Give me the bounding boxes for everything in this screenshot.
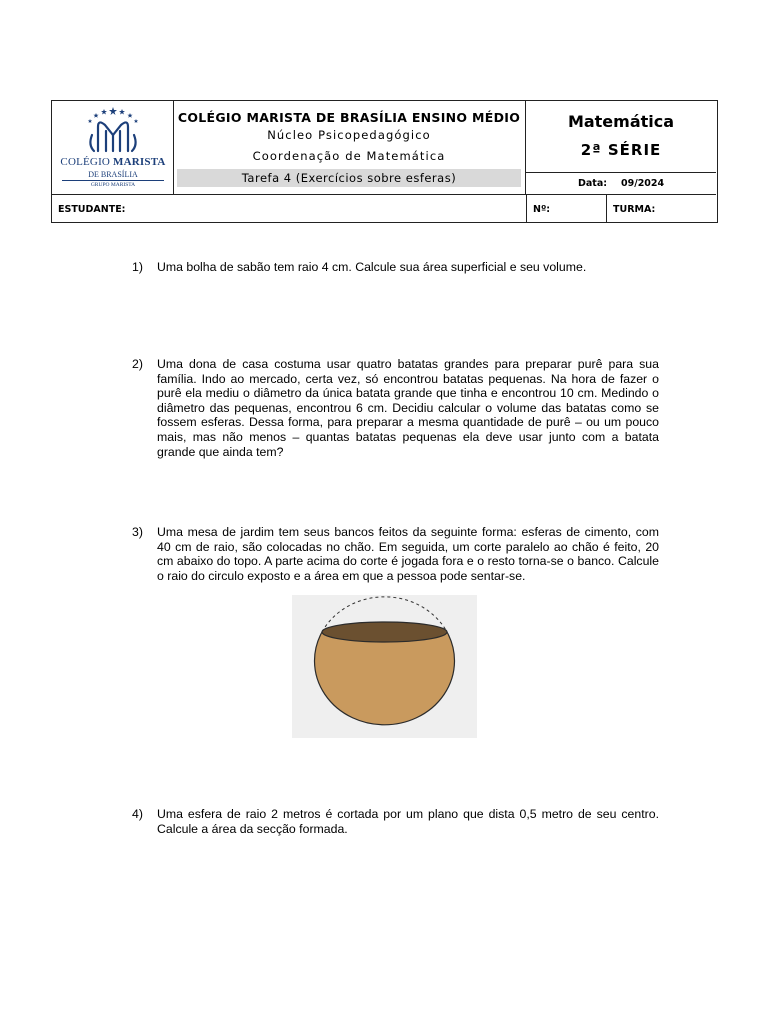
number-field bbox=[526, 195, 606, 222]
cut-sphere-figure bbox=[292, 595, 477, 738]
subject-name: Matemática bbox=[567, 112, 675, 131]
coordination-name: Coordenação de Matemática bbox=[252, 149, 446, 163]
question-text: Uma mesa de jardim tem seus bancos feitos da seguinte forma: esferas de cimento, com 40 cm de raio, são colocadas no chão. Em seguida, um corte paralelo ao chão é feito, 20 cm abaixo do topo. A parte acima do corte é jogada fora e o resto torna-se o banco. Calcule o raio do circulo exposto e a área em que a pessoa pode sentar-se. bbox=[157, 525, 659, 583]
student-label: ESTUDANTE: bbox=[58, 204, 126, 215]
logo-school-name bbox=[52, 156, 174, 168]
logo-name-plain: COLÉGIO bbox=[60, 156, 114, 168]
sphere-body bbox=[315, 632, 455, 725]
number-label: Nº: bbox=[533, 204, 551, 215]
school-logo bbox=[52, 101, 174, 194]
date-label: Data: bbox=[578, 178, 608, 189]
question-number: 1) bbox=[132, 260, 143, 274]
school-info-cell bbox=[174, 101, 526, 194]
logo-group-name: GRUPO MARISTA bbox=[90, 182, 136, 188]
class-field bbox=[606, 195, 716, 222]
grade-level: 2ª SÉRIE bbox=[580, 141, 662, 159]
student-info-row bbox=[52, 194, 716, 222]
subject-cell bbox=[526, 101, 716, 194]
school-name: COLÉGIO MARISTA DE BRASÍLIA ENSINO MÉDIO bbox=[177, 110, 521, 125]
task-title: Tarefa 4 (Exercícios sobre esferas) bbox=[177, 169, 521, 187]
question-text: Uma bolha de sabão tem raio 4 cm. Calcule sua área superficial e seu volume. bbox=[157, 260, 587, 274]
question-number: 3) bbox=[132, 525, 143, 539]
department-name: Núcleo Psicopedagógico bbox=[267, 128, 431, 142]
date-value: 09/2024 bbox=[621, 178, 665, 189]
marista-emblem-icon bbox=[80, 105, 146, 155]
cut-sphere-illustration bbox=[292, 595, 477, 738]
question-number: 2) bbox=[132, 357, 143, 371]
class-label: TURMA: bbox=[613, 204, 656, 215]
question-text: Uma dona de casa costuma usar quatro batatas grandes para preparar purê para sua família. Indo ao mercado, certa vez, só encontrou batatas pequenas. Na hora de fazer o purê ela mediu o diâmetro da única batata grande que tinha e encontrou 10 cm. Medindo o diâmetro das pequenas, encontrou 6 cm. Decidiu calcular o volume das batatas como se fossem esferas. Dessa forma, para preparar a mesma quantidade de purê – ou um pouco mais, mas não menos – quantas batatas pequenas ela deve usar junto com a batata grande que ainda tem? bbox=[157, 357, 659, 459]
question-number: 4) bbox=[132, 807, 143, 821]
question-text: Uma esfera de raio 2 metros é cortada por um plano que dista 0,5 metro de seu centro. Calcule a área da secção formada. bbox=[157, 807, 659, 836]
logo-name-bold: MARISTA bbox=[113, 156, 166, 168]
cut-surface bbox=[322, 622, 447, 642]
date-row bbox=[526, 172, 716, 194]
logo-divider bbox=[62, 180, 164, 181]
logo-subtitle: DE BRASÍLIA bbox=[88, 170, 138, 179]
header-table bbox=[51, 100, 718, 223]
